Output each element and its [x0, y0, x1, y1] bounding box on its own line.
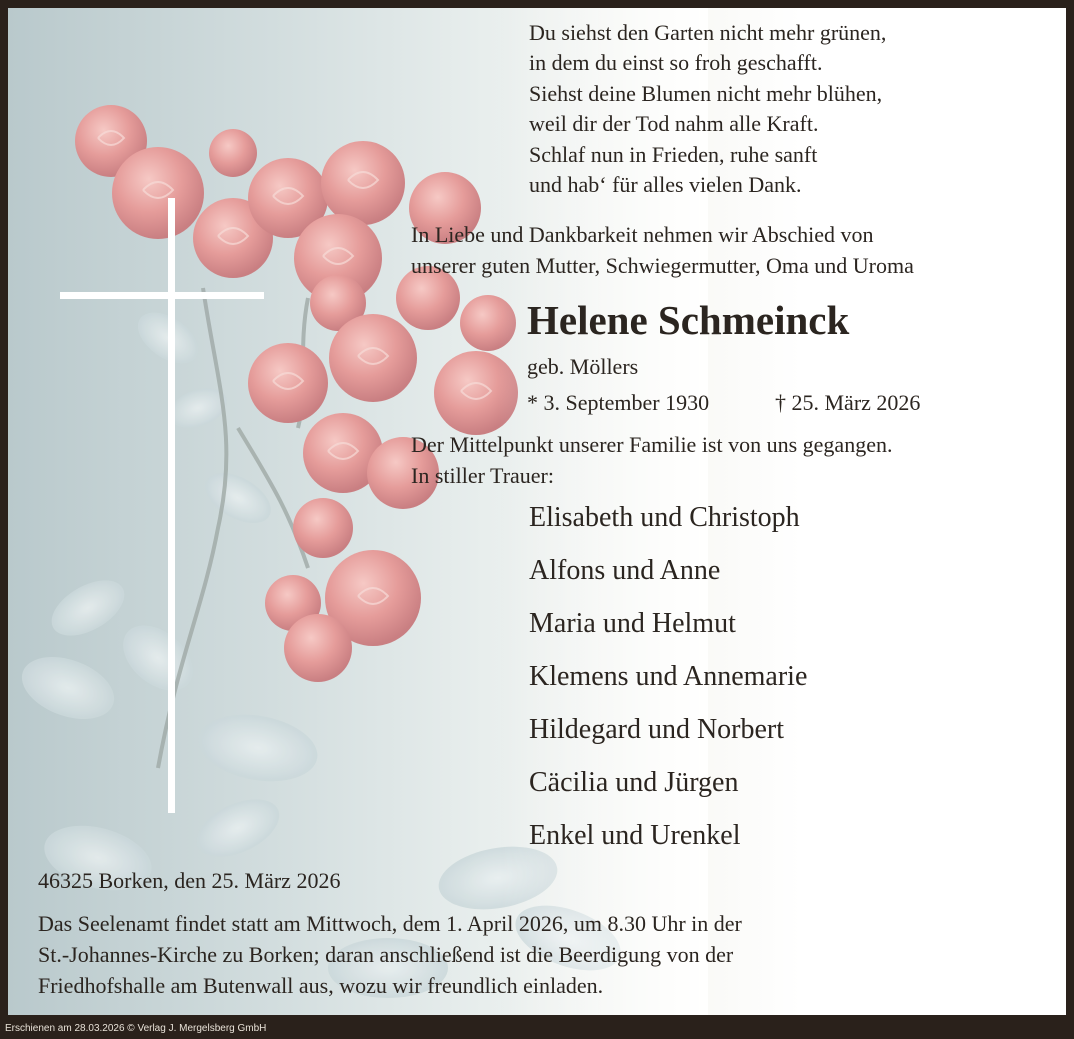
birth-date: * 3. September 1930: [527, 390, 710, 415]
family-member: Hildegard und Norbert: [529, 714, 785, 745]
family-member: Enkel und Urenkel: [529, 820, 741, 851]
publisher-credit: Erschienen am 28.03.2026 © Verlag J. Mergelsberg GmbH: [5, 1023, 267, 1034]
family-member: Cäcilia und Jürgen: [529, 767, 739, 798]
family-member: Maria und Helmut: [529, 608, 736, 639]
birth-name: geb. Möllers: [527, 354, 639, 379]
family-member: Elisabeth und Christoph: [529, 502, 800, 533]
intro-line: In Liebe und Dankbarkeit nehmen wir Abschied von: [411, 222, 874, 247]
family-member: Klemens und Annemarie: [529, 661, 808, 692]
deceased-name: Helene Schmeinck: [527, 297, 850, 343]
intro-line: unserer guten Mutter, Schwiegermutter, Oma und Uroma: [411, 253, 914, 278]
place-date: 46325 Borken, den 25. März 2026: [38, 868, 341, 893]
obituary-card: [8, 8, 1066, 1015]
poem-line: in dem du einst so froh geschafft.: [529, 50, 823, 75]
death-date: † 25. März 2026: [775, 390, 921, 415]
poem-line: Schlaf nun in Frieden, ruhe sanft: [529, 142, 818, 167]
service-line: St.-Johannes-Kirche zu Borken; daran anschließend ist die Beerdigung von der: [38, 942, 734, 967]
mourning-line: In stiller Trauer:: [411, 463, 554, 488]
poem-line: Du siehst den Garten nicht mehr grünen,: [529, 20, 887, 45]
poem-line: Siehst deine Blumen nicht mehr blühen,: [529, 81, 883, 106]
poem-line: und hab‘ für alles vielen Dank.: [529, 172, 802, 197]
mourning-line: Der Mittelpunkt unserer Familie ist von uns gegangen.: [411, 432, 893, 457]
service-line: Friedhofshalle am Butenwall aus, wozu wir freundlich einladen.: [38, 973, 604, 998]
poem-line: weil dir der Tod nahm alle Kraft.: [529, 111, 819, 136]
service-line: Das Seelenamt findet statt am Mittwoch, dem 1. April 2026, um 8.30 Uhr in der: [38, 911, 742, 936]
family-member: Alfons und Anne: [529, 555, 721, 586]
